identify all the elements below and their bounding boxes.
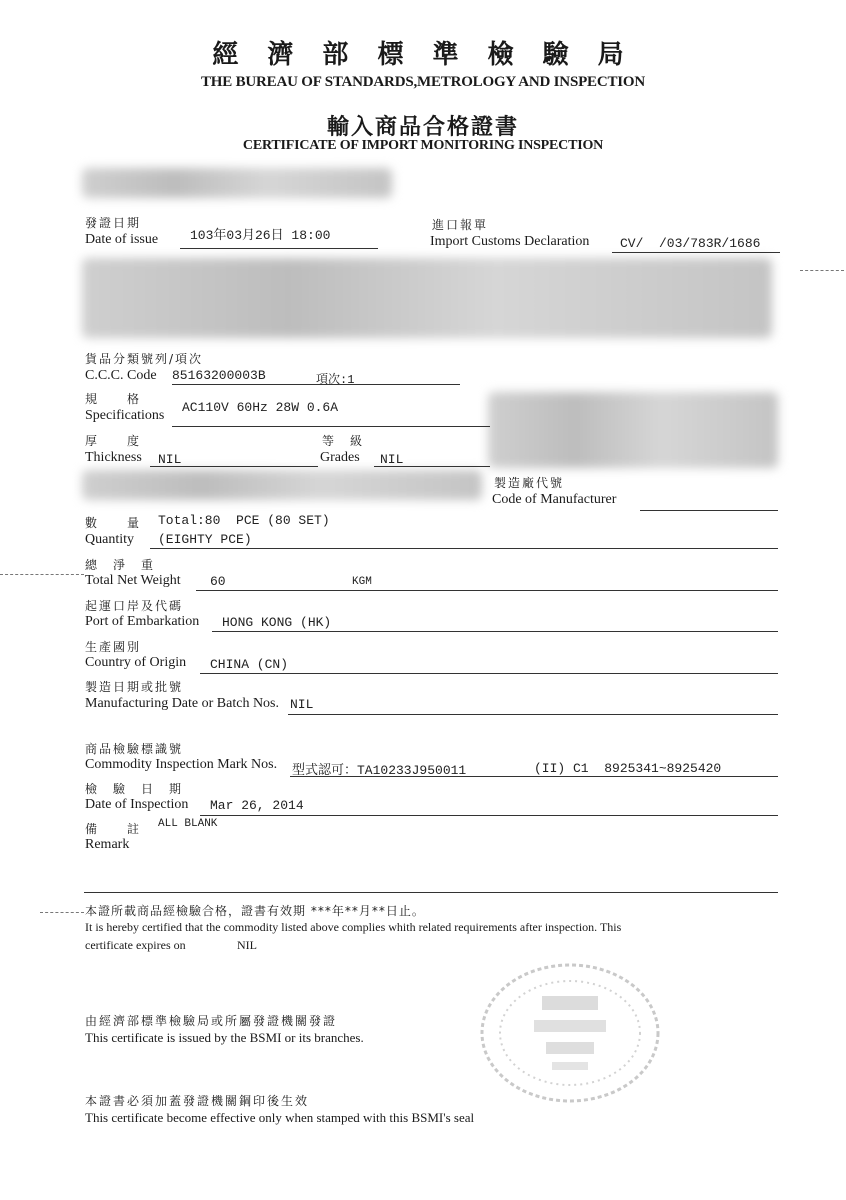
inspection-date-label-zh: 檢 驗 日 期 — [85, 782, 184, 796]
seal-center-mark-3 — [546, 1042, 594, 1054]
mark-line — [290, 776, 778, 777]
batch-label-zh: 製造日期或批號 — [85, 680, 184, 694]
effective-en: This certificate become effective only when stamped with this BSMI's seal — [85, 1110, 475, 1125]
issued-by-en: This certificate is issued by the BSMI or its branches. — [85, 1030, 364, 1045]
quantity-label-zh: 數 量 — [85, 516, 142, 530]
quantity-label-en: Quantity — [85, 532, 134, 547]
origin-label-zh: 生產國別 — [85, 640, 142, 654]
origin-line — [200, 673, 778, 674]
inspection-date-line — [200, 815, 778, 816]
seal-center-mark-4 — [552, 1062, 588, 1070]
seal-outer-ring — [482, 965, 658, 1101]
redacted-applicant-info — [488, 392, 778, 468]
redacted-manufacturer-name — [82, 470, 482, 500]
origin-value: CHINA (CN) — [210, 657, 289, 672]
grades-value: NIL — [380, 452, 404, 467]
spec-label-en: Specifications — [85, 408, 165, 423]
redacted-importer-address — [82, 258, 772, 338]
ccc-label-zh: 貨品分類號列/項次 — [85, 352, 204, 366]
weight-unit: KGM — [352, 576, 372, 588]
customs-declaration-value: CV/ /03/783R/1686 — [620, 236, 761, 251]
port-label-en: Port of Embarkation — [85, 614, 200, 629]
batch-line — [288, 714, 778, 715]
quantity-line — [150, 548, 778, 549]
certificate-title-en: CERTIFICATE OF IMPORT MONITORING INSPECTION — [242, 138, 604, 153]
margin-dash-left — [0, 574, 84, 575]
quantity-words: (EIGHTY PCE) — [158, 532, 252, 547]
margin-dash-right — [800, 270, 844, 271]
ccc-item-number: 項次:1 — [316, 373, 355, 387]
ccc-line — [172, 384, 460, 385]
remark-label-zh: 備 註 — [85, 822, 142, 836]
footer-margin-dash — [40, 912, 84, 913]
port-value: HONG KONG (HK) — [222, 615, 332, 630]
spec-value: AC110V 60Hz 28W 0.6A — [182, 400, 339, 415]
thickness-label-en: Thickness — [85, 450, 142, 465]
mark-label-en: Commodity Inspection Mark Nos. — [85, 757, 278, 772]
inspection-date-value: Mar 26, 2014 — [210, 798, 304, 813]
batch-value: NIL — [290, 697, 314, 712]
mark-label-zh: 商品檢驗標識號 — [85, 742, 184, 756]
batch-label-en: Manufacturing Date or Batch Nos. — [85, 696, 279, 711]
manufacturer-label-zh: 製造廠代號 — [494, 476, 565, 490]
customs-label-zh: 進口報單 — [432, 218, 489, 232]
ccc-code-value: 85163200003B — [172, 368, 266, 383]
weight-line — [196, 590, 778, 591]
manufacturer-line — [640, 510, 778, 511]
bureau-title-zh: 經 濟 部 標 準 檢 驗 局 — [212, 40, 634, 70]
mark-serial-range: (II) C1 8925341~8925420 — [534, 761, 722, 776]
port-label-zh: 起運口岸及代碼 — [85, 599, 184, 613]
certificate-title-zh: 輸入商品合格證書 — [326, 114, 519, 140]
seal-center-mark-1 — [542, 996, 598, 1010]
ccc-label-en: C.C.C. Code — [85, 368, 157, 383]
remark-label-en: Remark — [85, 837, 130, 852]
certified-statement-zh: 本證所載商品經檢驗合格，證書有效期 ***年**月**日止。 — [85, 904, 425, 918]
spec-label-zh: 規 格 — [85, 392, 142, 406]
quantity-value: Total:80 PCE (80 SET) — [158, 513, 330, 528]
expires-value: NIL — [237, 938, 257, 952]
certified-statement-en: It is hereby certified that the commodity listed above complies whith related requirements after inspection. This — [85, 920, 622, 934]
weight-label-en: Total Net Weight — [85, 573, 181, 588]
seal-center-mark-2 — [534, 1020, 606, 1032]
expires-label: certificate expires on — [85, 938, 186, 952]
bureau-title-en: THE BUREAU OF STANDARDS,METROLOGY AND INSPECTION — [200, 74, 646, 90]
inspection-date-label-en: Date of Inspection — [85, 797, 189, 812]
issue-date-label-zh: 發證日期 — [85, 216, 142, 230]
footer-divider — [84, 892, 778, 893]
manufacturer-label-en: Code of Manufacturer — [492, 492, 617, 507]
embossed-seal-image — [472, 958, 668, 1108]
issued-by-zh: 由經濟部標準檢驗局或所屬發證機關發證 — [85, 1014, 338, 1028]
spec-line — [172, 426, 490, 427]
origin-label-en: Country of Origin — [85, 655, 187, 670]
effective-zh: 本證書必須加蓋發證機關鋼印後生效 — [85, 1094, 310, 1108]
mark-value: 型式認可：TA10233J950011 — [292, 763, 467, 778]
thickness-line — [150, 466, 318, 467]
customs-label-en: Import Customs Declaration — [430, 234, 590, 249]
grades-label-zh: 等 級 — [322, 434, 365, 448]
issue-date-line — [180, 248, 378, 249]
port-line — [212, 631, 778, 632]
customs-line — [612, 252, 780, 253]
weight-label-zh: 總 淨 重 — [85, 558, 156, 572]
weight-value: 60 — [210, 574, 226, 589]
thickness-label-zh: 厚 度 — [85, 434, 142, 448]
remark-value: ALL BLANK — [158, 818, 218, 830]
thickness-value: NIL — [158, 452, 182, 467]
issue-date-value: 103年03月26日 18:00 — [190, 228, 331, 243]
grades-label-en: Grades — [320, 450, 360, 465]
redacted-importer-name — [82, 168, 392, 198]
issue-date-label-en: Date of issue — [85, 232, 159, 247]
grades-line — [374, 466, 490, 467]
